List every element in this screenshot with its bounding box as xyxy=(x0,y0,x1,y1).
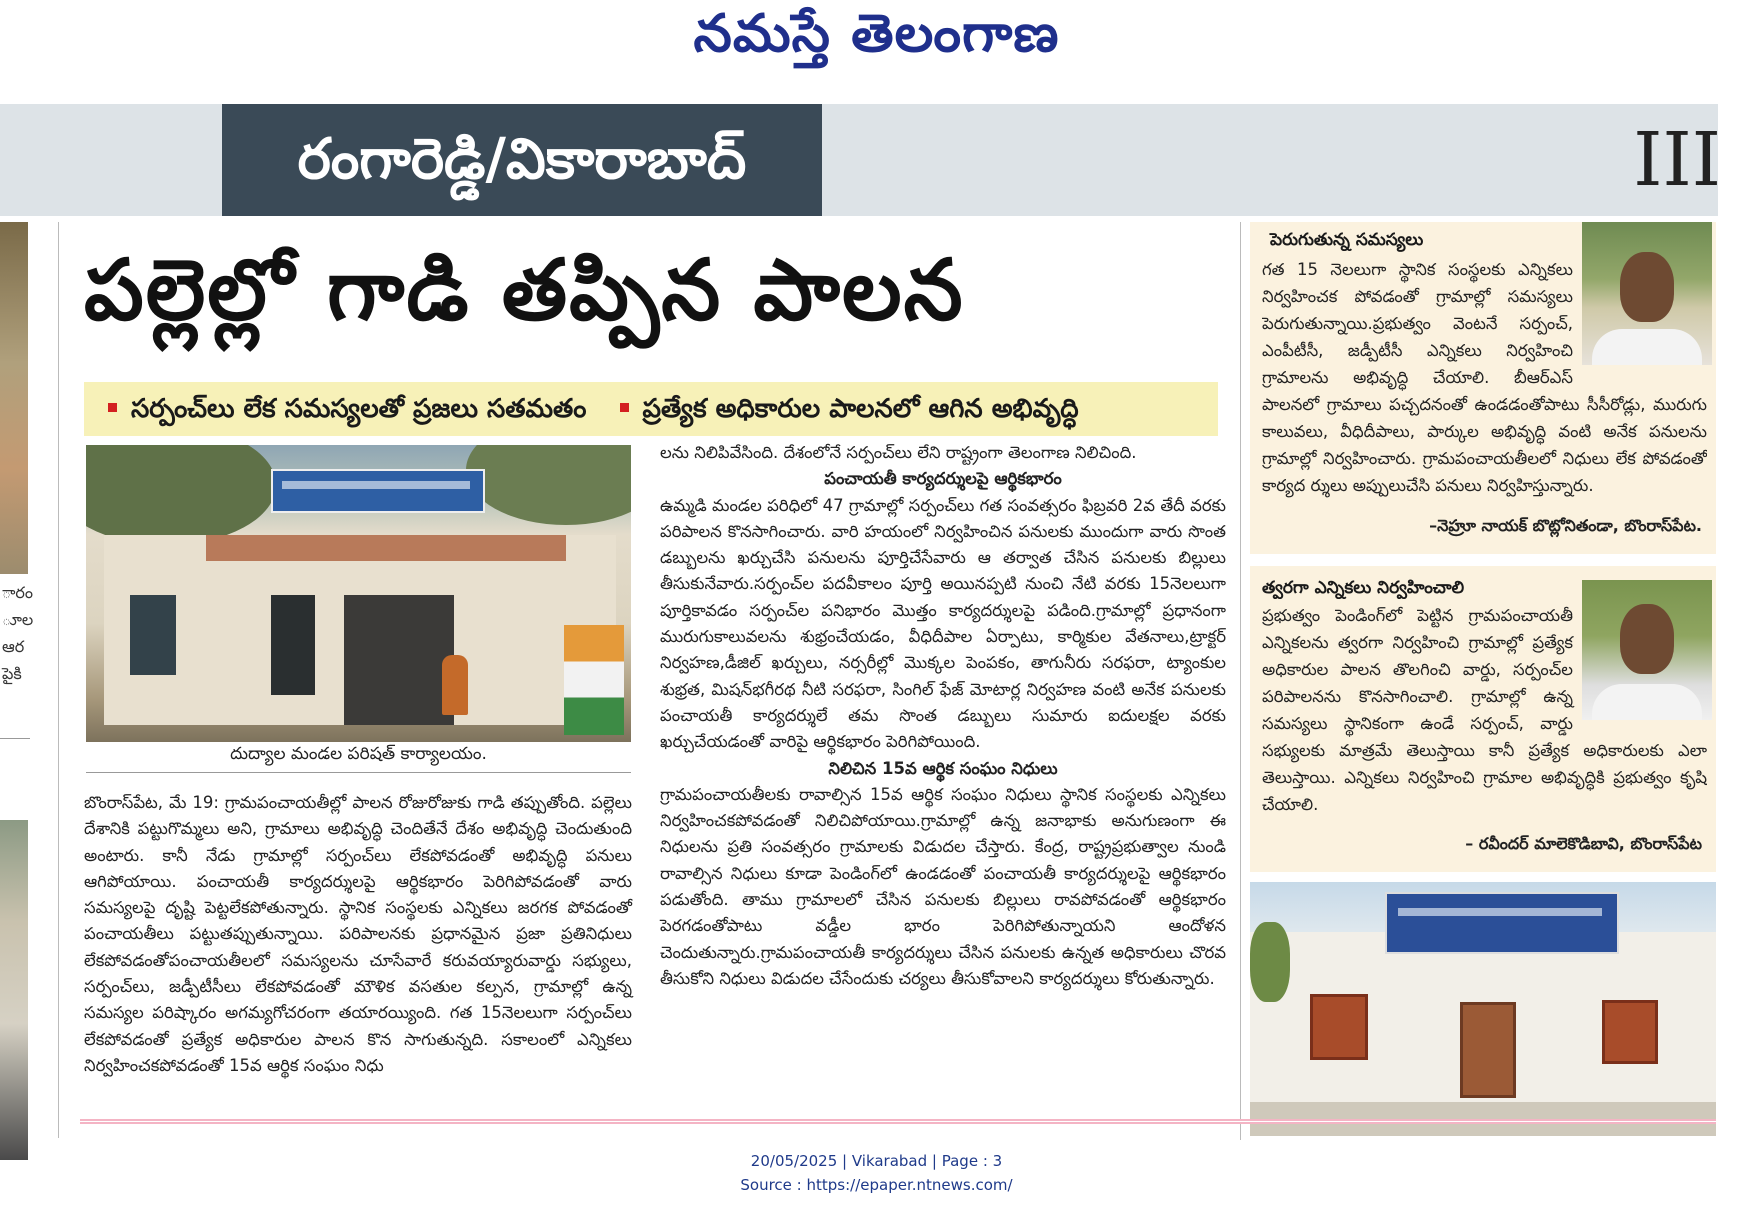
subdeck-item: సర్పంచ్‌లు లేక సమస్యలతో ప్రజలు సతమతం xyxy=(131,394,587,424)
article-subheading: పంచాయతీ కార్యదర్శులపై ఆర్థికభారం xyxy=(824,469,1062,489)
page-bottom-rule xyxy=(80,1119,1716,1124)
newspaper-masthead: నమస్తే తెలంగాణ xyxy=(693,4,1060,64)
article-body-column-2 xyxy=(660,440,1226,992)
commenter-portrait-photo xyxy=(1582,222,1712,365)
section-label: రంగారెడ్డి/వికారాబాద్ xyxy=(222,104,822,216)
red-square-bullet-icon xyxy=(108,403,117,412)
adjacent-article-text-line: ఆర xyxy=(2,637,25,656)
caption-divider xyxy=(86,772,631,773)
adjacent-article-photo-top xyxy=(0,222,28,574)
adjacent-article-photo-bottom xyxy=(0,820,28,1160)
red-square-bullet-icon xyxy=(620,403,629,412)
opinion-box-signature: –నెహ్రూ నాయక్ బొట్లోనితండా, బొంరాస్‌పేట. xyxy=(1429,516,1702,535)
adjacent-article-divider xyxy=(0,738,30,739)
article-subdeck xyxy=(84,382,1218,436)
adjacent-article-text-line: పైకి xyxy=(2,664,22,683)
body-paragraph: లను నిలిపివేసింది. దేశంలోనే సర్పంచ్‌లు లేని రాష్ట్రంగా తెలంగాణ నిలిచింది. xyxy=(660,443,1137,462)
photo-caption: దుద్యాల మండల పరిషత్ కార్యాలయం. xyxy=(230,744,487,764)
article-headline: పల్లెల్లో గాడి తప్పిన పాలన xyxy=(84,241,965,339)
opinion-quote-text: గత 15 నెలలుగా స్థానిక సంస్థలకు ఎన్నికలు నిర్వహించక పోవడంతో గ్రామాల్లో సమస్యలు పెరుగుతున్నాయి.ప్రభుత్వం వెంటనే సర్పంచ్, ఎంపీటీసీ, జడ్పీటీసీ ఎన్నికలు నిర్వహించి గ్రామాలను అభివృద్ధి చేయాలి. బీఆర్‌ఎస్ పాలనలో గ్రామాలు పచ్చదనంతో ఉండడంతోపాటు సీసీరోడ్లు, మురుగు కాలువలు, వీధిదీపాలు, పార్కుల అభివృద్ధి వంటి అనేక పనులను గ్రామాల్లో నిర్వహించారు. గ్రామపంచాయతీలలో నిధులు లేక పోవడంతో కార్యద ర్శులు అప్పులుచేసి పనులు నిర్వహిస్తున్నారు. xyxy=(1262,260,1707,495)
article-subheading: నిలిచిన 15వ ఆర్థిక సంఘం నిధులు xyxy=(828,758,1058,778)
article-body-column-1 xyxy=(84,790,632,1079)
opinion-quote-text: ప్రభుత్వం పెండింగ్‌లో పెట్టిన గ్రామపంచాయతీ ఎన్నికలను త్వరగా నిర్వహించి గ్రామాల్లో ప్రత్యేక అధికారుల పాలన తొలగించి వార్డు, సర్పంచ్‌ల పరిపాలనను కొనసాగించాలి. గ్రామాల్లో ఉన్న సమస్యలు స్థానికంగా ఉండే సర్పంచ్, వార్డు సభ్యులకు మాత్రమే తెలుస్తాయి కానీ ప్రత్యేక అధికారులకు ఎలా తెలుస్తాయి. ఎన్నికలు నిర్వహించి గ్రామాల అభివృద్ధికి ప్రభుత్వం కృషి చేయాలి. xyxy=(1262,606,1707,814)
opinion-box-heading: పెరుగుతున్న సమస్యలు xyxy=(1270,230,1424,250)
adjacent-article-text-line: ారం xyxy=(2,583,34,602)
source-link[interactable]: Source : https://epaper.ntnews.com/ xyxy=(740,1176,1013,1194)
body-paragraph: బొంరాస్‌పేట, మే 19: గ్రామపంచాయతీల్లో పాలన రోజురోజుకు గాడి తప్పుతోంది. పల్లెలు దేశానికి పట్టుగొమ్మలు అని, గ్రామాలు అభివృద్ధి చెందితేనే దేశం అభివృద్ధి చెందుతుంది అంటారు. కానీ నేడు గ్రామాల్లో సర్పంచ్‌లు లేకపోవడంతో అభివృద్ధి పనులు ఆగిపోయాయి. పంచాయతీ కార్యదర్శులపై ఆర్థికభారం పెరిగిపోవడంతో వారు సమస్యలపై దృష్టి పెట్టలేకపోతున్నారు. స్థానిక సంస్థలకు ఎన్నికలు జరగక పోవడంతో పంచాయతీలు పట్టుతప్పుతున్నాయి. పరిపాలనకు ప్రధానమైన ప్రజా ప్రతినిధులు లేకపోవడంతోపంచాయతీలలో సమస్యలను చూసేవారే కరువయ్యారువార్డు సభ్యులు, సర్పంచ్‌లు, జడ్పీటీసీలు లేకపోవడంతో మౌళిక వసతుల కల్పన, గ్రామాల్లో ఉన్న సమస్యల పరిష్కారం అగమ్యగోచరంగా తయారయ్యింది. గత 15నెలలుగా సర్పంచ్‌లు లేకపోవడంతో ప్రత్యేక అధికారుల పాలన కొన సాగుతున్నది. సకాలంలో ఎన్నికలు నిర్వహించకపోవడంతో 15వ ఆర్థిక సంఘం నిధు xyxy=(84,793,632,1075)
column-divider-left xyxy=(58,222,59,1138)
page-number-roman: III xyxy=(1633,117,1721,203)
body-paragraph: ఉమ్మడి మండల పరిధిలో 47 గ్రామాల్లో సర్పంచ్‌లు గత సంవత్సరం ఫిబ్రవరి 2వ తేదీ వరకు పరిపాలన కొనసాగించారు. వారి హయంలో నిర్వహించిన పనులకు ముందుగా వారు సొంత డబ్బులను ఖర్చుచేసి పనులను పూర్తిచేసేవారు ఆ తర్వాత చేసిన పనులకు బిల్లులు తీసుకునేవారు.సర్పంచ్‌ల పదవీకాలం పూర్తి అయినప్పటి నుంచి నేటి వరకు 15నెలలుగా పూర్తికావడం సర్పంచ్‌ల పనిభారం మొత్తం కార్యదర్శులపై పడింది.గ్రామాల్లో ప్రధానంగా మురుగుకాలువలను శుభ్రంచేయడం, వీధిదీపాల ఏర్పాటు, కార్మికుల వేతనాలు,ట్రాక్టర్ నిర్వహణ,డీజిల్ ఖర్చులు, నర్సరీల్లో మొక్కల పెంపకం, తాగునీరు సరఫరా, ట్యాంకుల శుభ్రత, మిషన్‌భగీరథ నీటి సరఫరా, సింగిల్ ఫేజ్ మోటార్ల నిర్వహణ వంటి అనేక పనులకు పంచాయతీ కార్యదర్శులే తమ సొంత డబ్బులు సుమారు ఐదులక్షల వరకు ఖర్చుచేయడంతో వారిపై ఆర్థికభారం పెరిగిపోయింది. xyxy=(660,495,1226,752)
opinion-box-signature: – రవీందర్ మాలెకొడిబావి, బొంరాస్‌పేట xyxy=(1465,834,1702,853)
mandal-parishad-office-photo xyxy=(86,445,631,742)
column-divider-right xyxy=(1240,222,1241,1140)
opinion-box-heading: త్వరగా ఎన్నికలు నిర్వహించాలి xyxy=(1262,578,1465,598)
gram-panchayat-office-photo xyxy=(1250,882,1716,1136)
commenter-portrait-photo xyxy=(1582,580,1712,720)
subdeck-item: ప్రత్యేక అధికారుల పాలనలో ఆగిన అభివృద్ధి xyxy=(642,394,1079,424)
body-paragraph: గ్రామపంచాయతీలకు రావాల్సిన 15వ ఆర్థిక సంఘం నిధులు స్థానిక సంస్థలకు ఎన్నికలు నిర్వహించకపోవడంతో నిలిచిపోయాయి.గ్రామాల్లో ఉన్న జనాభాకు అనుగుణంగా ఈ నిధులను ప్రతి సంవత్సరం గ్రామాలకు విడుదల చేస్తారు. కేంద్ర, రాష్ట్రప్రభుత్వాల నుండి రావాల్సిన నిధులు కూడా పెండింగ్‌లో ఉండడంతో పంచాయతీ కార్యదర్శులపై ఆర్థికభారం పడుతోంది. తాము గ్రామాలలో చేసిన పనులకు బిల్లులు రావపోవడంతో ఆర్థికభారం పెరగడంతోపాటు వడ్డీల భారం పెరిగిపోతున్నాయని ఆందోళన చెందుతున్నారు.గ్రామపంచాయతీ కార్యదర్శులు చేసిన పనులకు ఉన్నత అధికారులు చొరవ తీసుకోని నిధులు విడుదల చేసేందుకు చర్యలు తీసుకోవాలని కార్యదర్శులు కోరుతున్నారు. xyxy=(660,784,1226,988)
edition-info: 20/05/2025 | Vikarabad | Page : 3 xyxy=(750,1152,1003,1170)
adjacent-article-text-line: ూల xyxy=(2,610,34,629)
